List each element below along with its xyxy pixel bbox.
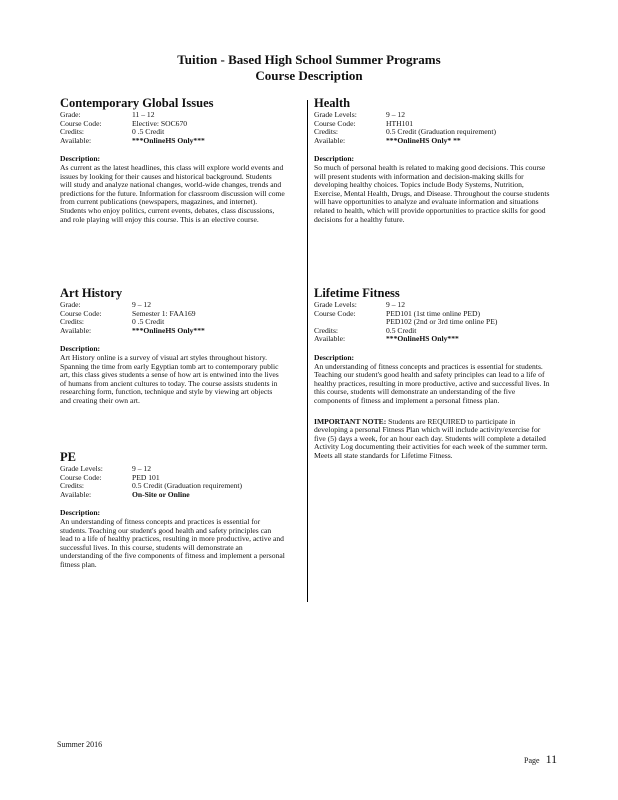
footer-term: Summer 2016	[57, 740, 103, 749]
course-lifetime-fitness	[314, 286, 550, 461]
available-value: ***OnlineHS Only***	[132, 135, 205, 145]
field-label: Grade Levels:	[60, 464, 103, 473]
course-description: As current as the latest headlines, this class will explore world events and issues by looking for their causes and historical background. Students will study and analyze national changes, world-wide changes, trends and predictions for the future. Information for classroom discussion will come from current publications (newspapers, magazines, and internet). Students who enjoy politics, current events, debates, class discussions, and role playing will enjoy this course. This is an elective course.	[60, 162, 285, 224]
field-label: Grade Levels:	[314, 300, 357, 309]
grade-value: 9 – 12	[132, 300, 151, 309]
field-label: Credits:	[314, 127, 339, 137]
page-number-value: 11	[545, 752, 558, 766]
course-code-value: Semester 1: FAA169	[132, 308, 196, 318]
credits-value: 0.5 Credit	[386, 325, 417, 335]
important-note	[314, 418, 550, 461]
field-label: Credits:	[60, 127, 85, 137]
field-label: Course Code:	[60, 472, 102, 482]
course-title: PE	[60, 450, 76, 464]
field-label: Grade Levels:	[314, 110, 357, 119]
field-label: Available:	[60, 489, 92, 499]
available-value: ***OnlineHS Only***	[132, 325, 205, 335]
field-label: Grade:	[60, 300, 81, 309]
credits-value: 0 .5 Credit	[132, 127, 165, 137]
course-contemporary-global-issues	[60, 96, 285, 224]
document-subtitle: Course Description	[255, 68, 363, 83]
description-label: Description:	[60, 508, 101, 518]
field-label: Available:	[314, 135, 346, 145]
course-title: Contemporary Global Issues	[60, 96, 214, 110]
column-divider	[307, 100, 308, 602]
field-label: Grade:	[60, 110, 81, 119]
description-label: Description:	[60, 154, 101, 164]
course-description: Art History online is a survey of visual art styles throughout history. Spanning the time from early Egyptian tomb art to contemporary public art, this class gives students a sense of how art is entwined into the lives of humans from ancient cultures to today. The course assists students in researching form, function, technique and style by viewing art objects and creating their own art.	[60, 352, 279, 405]
credits-value: 0 .5 Credit	[132, 317, 165, 327]
course-code-value: HTH101	[386, 118, 413, 128]
course-pe	[60, 450, 285, 570]
available-value: On-Site or Online	[132, 489, 190, 499]
course-code-value: PED 101	[132, 472, 160, 482]
important-note-label: IMPORTANT NOTE:	[314, 416, 387, 426]
grade-value: 11 – 12	[132, 110, 155, 119]
course-description: An understanding of fitness concepts and practices is essential for students. Teaching our student's good health and safety principles can lead to a life of healthy practices, resulting in more productive, active and successful lives. In this course, students will demonstrate an understanding of the five components of fitness and implement a personal fitness plan.	[60, 516, 285, 569]
course-description: An understanding of fitness concepts and practices is essential for students. Teaching our student's good health and safety principles can lead to a life of healthy practices, resulting in more productive, active and successful lives. In this course, students will demonstrate an understanding of the five components of fitness and implement a personal fitness plan.	[314, 361, 550, 405]
grade-value: 9 – 12	[386, 300, 405, 309]
important-note-text: Students are REQUIRED to participate in developing a personal Fitness Plan which will include activity/exercise for five (5) days a week, for an hour each day. Students will complete a detailed Activity Log documenting their activities for each week of the summer term. Meets all state standards for Lifetime Fitness.	[314, 416, 548, 460]
course-code-value: PED101 (1st time online PED)	[386, 308, 481, 318]
course-health	[314, 96, 550, 224]
credits-value: 0.5 Credit (Graduation requirement)	[132, 481, 243, 491]
page-number	[524, 752, 557, 767]
document-title: Tuition - Based High School Summer Programs	[177, 52, 441, 67]
credits-value: 0.5 Credit (Graduation requirement)	[386, 127, 497, 137]
field-label: Available:	[60, 135, 92, 145]
grade-value: 9 – 12	[386, 110, 405, 119]
field-label: Available:	[60, 325, 92, 335]
field-label: Course Code:	[314, 118, 356, 128]
course-description: So much of personal health is related to making good decisions. This course will present students with information and decision-making skills for developing healthy choices. Topics include Body Systems, Nutrition, Exercise, Mental Health, Drugs, and Disease. Throughout the course students will have opportunities to analyze and evaluate information and situations related to health, which will provide opportunities to practice skills for good decisions for a healthy future.	[314, 162, 550, 224]
description-label: Description:	[314, 154, 355, 164]
available-value: ***OnlineHS Only***	[386, 334, 459, 344]
field-label: Credits:	[60, 481, 85, 491]
course-title: Art History	[60, 286, 123, 300]
description-label: Description:	[314, 352, 355, 362]
available-value: ***OnlineHS Only* **	[386, 135, 461, 145]
course-title: Lifetime Fitness	[314, 286, 400, 300]
course-code-value: Elective: SOC670	[132, 118, 188, 128]
field-label: Course Code:	[60, 118, 102, 128]
grade-value: 9 – 12	[132, 464, 151, 473]
field-label: Available:	[314, 334, 346, 344]
field-label: Course Code:	[60, 308, 102, 318]
field-label: Course Code:	[314, 308, 356, 318]
page-label: Page	[524, 756, 540, 765]
field-label: Credits:	[314, 325, 339, 335]
course-title: Health	[314, 96, 351, 110]
course-code-value-alt: PED102 (2nd or 3rd time online PE)	[386, 317, 498, 327]
description-label: Description:	[60, 344, 101, 354]
field-label: Credits:	[60, 317, 85, 327]
course-art-history	[60, 286, 285, 406]
